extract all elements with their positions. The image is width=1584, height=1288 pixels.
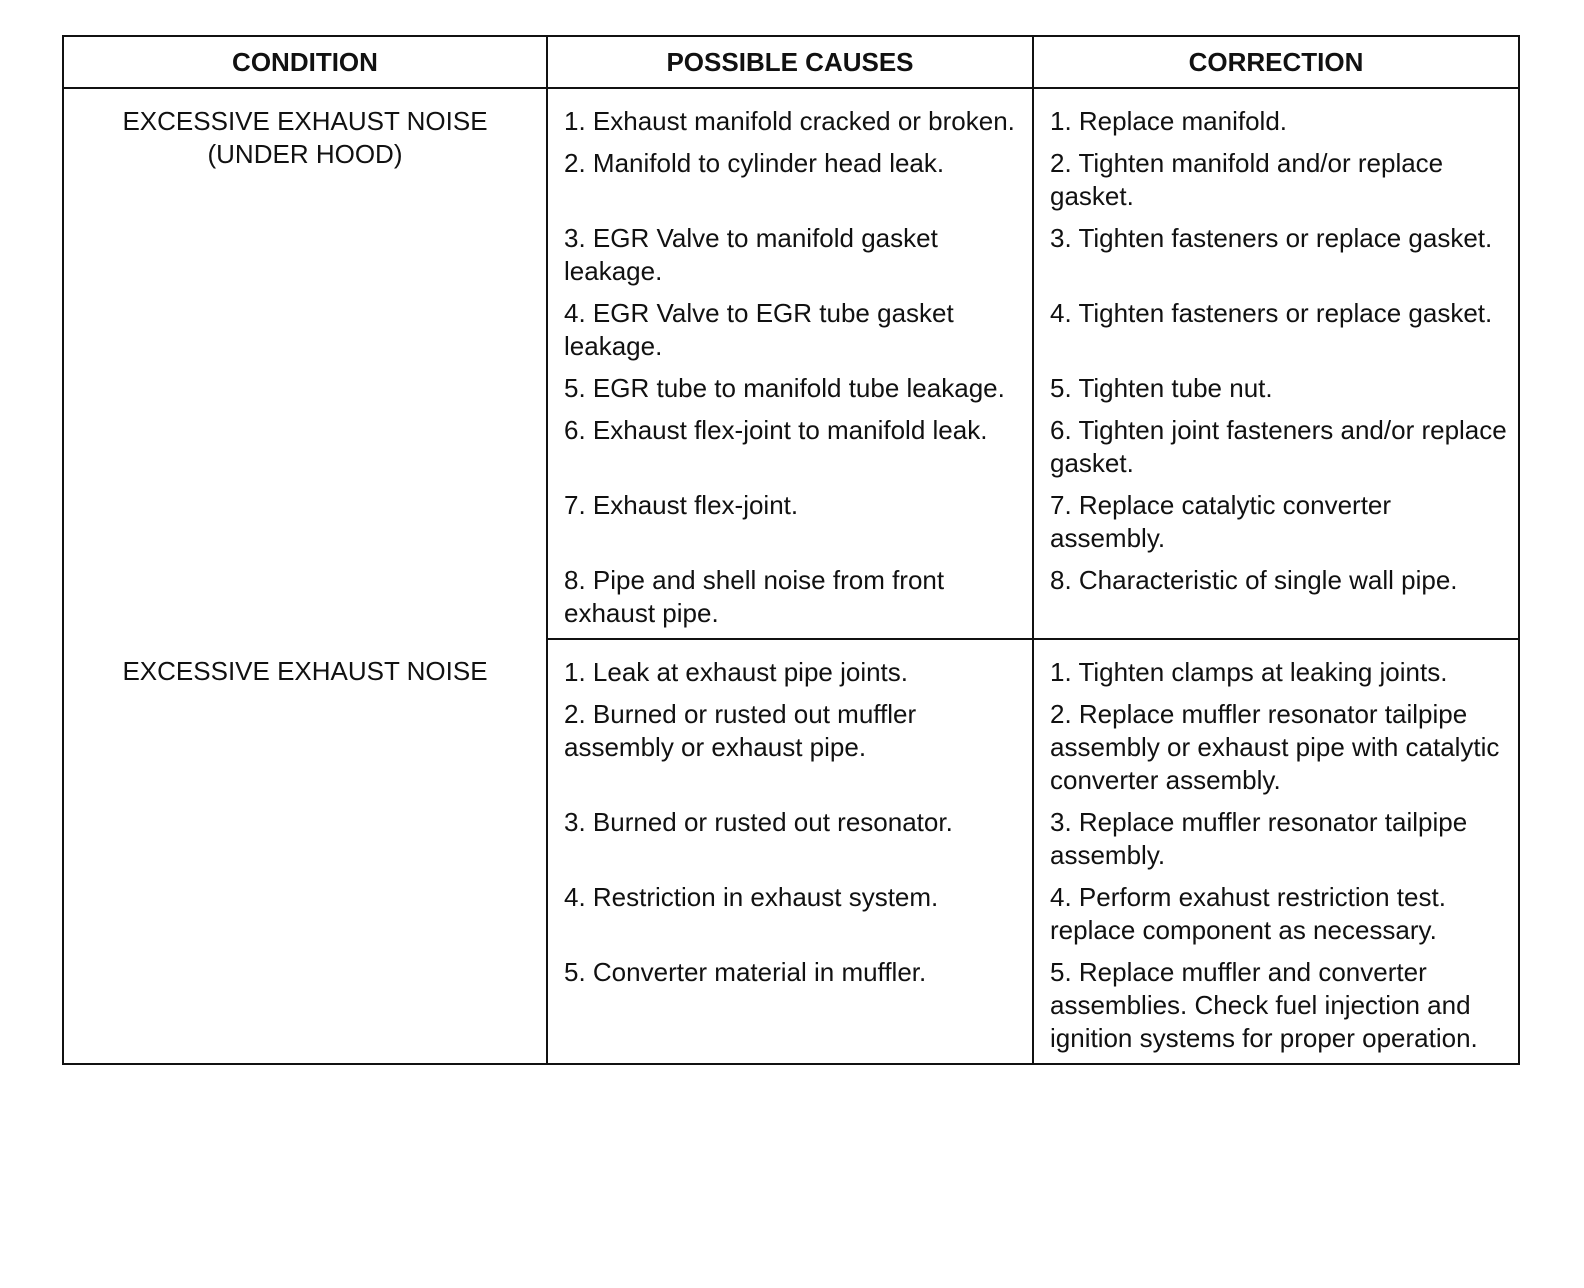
- correction-cell: [1033, 372, 1519, 414]
- diagnosis-table: [62, 35, 1520, 1065]
- cause-text: 7. Exhaust flex-joint.: [564, 490, 799, 520]
- condition-cell: [63, 639, 547, 1064]
- cause-text: 2. Burned or rusted out muffler assembly or exhaust pipe.: [564, 699, 917, 762]
- correction-cell: [1033, 489, 1519, 564]
- correction-text: 4. Perform exahust restriction test. replace component as necessary.: [1050, 882, 1446, 945]
- cause-cell: [547, 147, 1033, 222]
- cause-cell: [547, 297, 1033, 372]
- header-possible-causes: POSSIBLE CAUSES: [547, 36, 1033, 88]
- cause-text: 3. Burned or rusted out resonator.: [564, 807, 953, 837]
- table-header: [63, 36, 1519, 88]
- cause-text: 4. EGR Valve to EGR tube gasket leakage.: [564, 298, 954, 361]
- table-row: [63, 88, 1519, 147]
- condition-text: EXCESSIVE EXHAUST NOISE: [122, 656, 488, 686]
- correction-text: 4. Tighten fasteners or replace gasket.: [1050, 298, 1493, 328]
- correction-cell: [1033, 698, 1519, 806]
- cause-text: 3. EGR Valve to manifold gasket leakage.: [564, 223, 938, 286]
- correction-text: 6. Tighten joint fasteners and/or replace gasket.: [1050, 415, 1507, 478]
- table-row: [63, 639, 1519, 698]
- correction-cell: [1033, 639, 1519, 698]
- cause-cell: [547, 414, 1033, 489]
- header-correction: CORRECTION: [1033, 36, 1519, 88]
- correction-cell: [1033, 414, 1519, 489]
- correction-cell: [1033, 297, 1519, 372]
- cause-text: 1. Exhaust manifold cracked or broken.: [564, 106, 1015, 136]
- cause-cell: [547, 222, 1033, 297]
- cause-text: 5. Converter material in muffler.: [564, 957, 927, 987]
- correction-text: 3. Tighten fasteners or replace gasket.: [1050, 223, 1493, 253]
- correction-cell: [1033, 806, 1519, 881]
- cause-cell: [547, 956, 1033, 1064]
- correction-cell: [1033, 147, 1519, 222]
- cause-text: 8. Pipe and shell noise from front exhaust pipe.: [564, 565, 945, 628]
- correction-text: 2. Tighten manifold and/or replace gasket.: [1050, 148, 1444, 211]
- cause-text: 6. Exhaust flex-joint to manifold leak.: [564, 415, 988, 445]
- correction-cell: [1033, 881, 1519, 956]
- table-body: [63, 88, 1519, 1064]
- correction-text: 8. Characteristic of single wall pipe.: [1050, 565, 1458, 595]
- cause-cell: [547, 564, 1033, 639]
- condition-text: EXCESSIVE EXHAUST NOISE (UNDER HOOD): [122, 106, 488, 169]
- correction-cell: [1033, 88, 1519, 147]
- header-row: [63, 36, 1519, 88]
- correction-text: 7. Replace catalytic converter assembly.: [1050, 490, 1392, 553]
- correction-cell: [1033, 564, 1519, 639]
- correction-text: 5. Replace muffler and converter assemblies. Check fuel injection and ignition systems for proper operation.: [1050, 957, 1478, 1053]
- cause-text: 5. EGR tube to manifold tube leakage.: [564, 373, 1005, 403]
- cause-cell: [547, 88, 1033, 147]
- correction-text: 1. Tighten clamps at leaking joints.: [1050, 657, 1448, 687]
- cause-text: 2. Manifold to cylinder head leak.: [564, 148, 945, 178]
- cause-cell: [547, 698, 1033, 806]
- correction-text: 1. Replace manifold.: [1050, 106, 1288, 136]
- correction-cell: [1033, 222, 1519, 297]
- cause-cell: [547, 372, 1033, 414]
- header-condition: CONDITION: [63, 36, 547, 88]
- cause-cell: [547, 489, 1033, 564]
- cause-text: 4. Restriction in exhaust system.: [564, 882, 939, 912]
- correction-text: 3. Replace muffler resonator tailpipe assembly.: [1050, 807, 1468, 870]
- correction-text: 2. Replace muffler resonator tailpipe assembly or exhaust pipe with catalytic converter assembly.: [1050, 699, 1500, 795]
- cause-cell: [547, 806, 1033, 881]
- correction-cell: [1033, 956, 1519, 1064]
- cause-text: 1. Leak at exhaust pipe joints.: [564, 657, 909, 687]
- condition-cell: [63, 88, 547, 639]
- cause-cell: [547, 639, 1033, 698]
- correction-text: 5. Tighten tube nut.: [1050, 373, 1273, 403]
- cause-cell: [547, 881, 1033, 956]
